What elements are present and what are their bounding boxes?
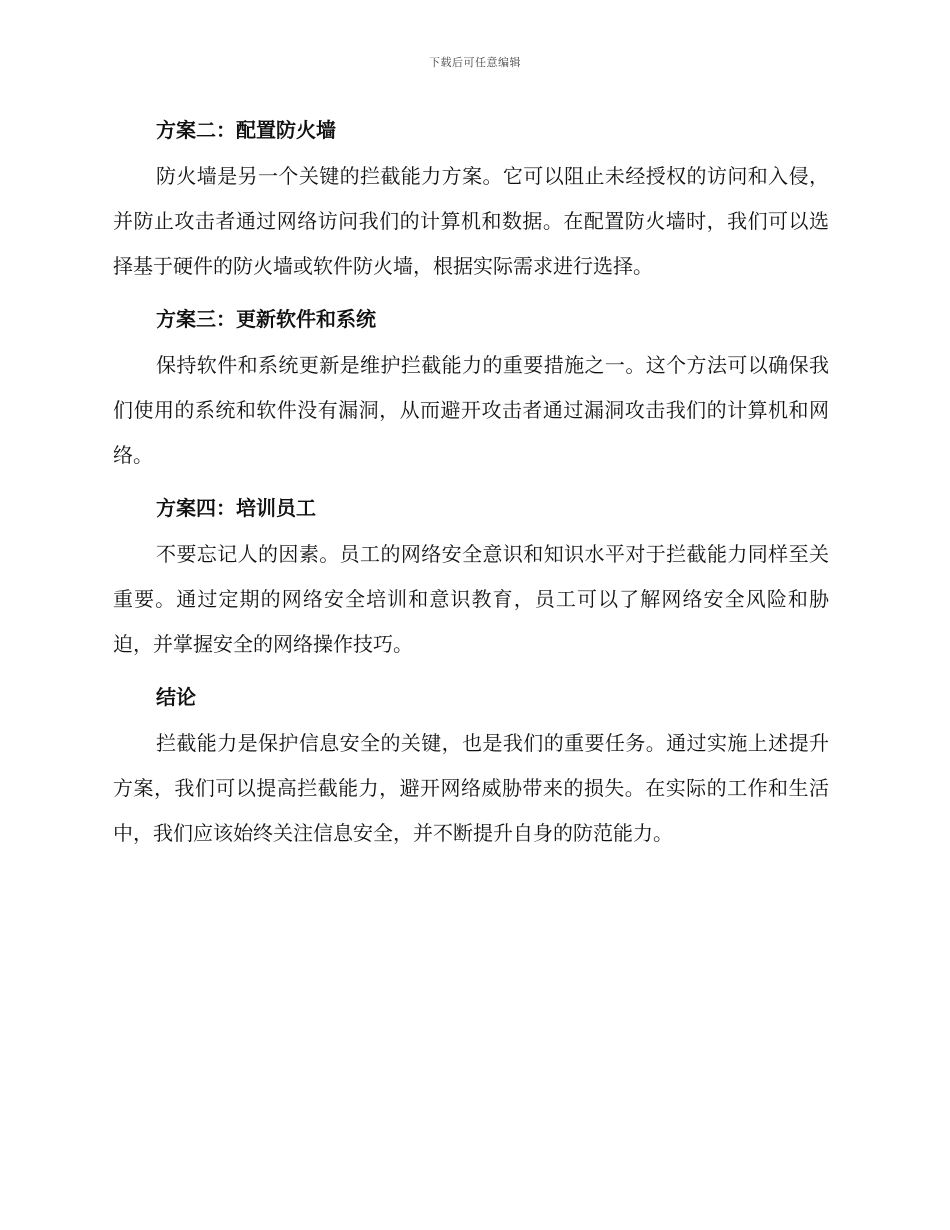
- section-paragraph: 防火墙是另一个关键的拦截能力方案。它可以阻止未经授权的访问和入侵，并防止攻击者通过网络访问我们的计算机和数据。在配置防火墙时，我们可以选择基于硬件的防火墙或软件防火墙，根据实际需求进行选择。: [113, 164, 829, 278]
- section-heading: 结论: [156, 685, 196, 709]
- header-note: 下载后可任意编辑: [429, 56, 521, 69]
- section-conclusion: [113, 679, 829, 856]
- section-paragraph: 不要忘记人的因素。员工的网络安全意识和知识水平对于拦截能力同样至关重要。通过定期的网络安全培训和意识教育，员工可以了解网络安全风险和胁迫，并掌握安全的网络操作技巧。: [113, 542, 829, 656]
- document-body: [113, 112, 829, 868]
- section-update-software: [113, 301, 829, 478]
- section-paragraph: 拦截能力是保护信息安全的关键，也是我们的重要任务。通过实施上述提升方案，我们可以提高拦截能力，避开网络威胁带来的损失。在实际的工作和生活中，我们应该始终关注信息安全，并不断提升自身的防范能力。: [113, 731, 829, 845]
- section-paragraph: 保持软件和系统更新是维护拦截能力的重要措施之一。这个方法可以确保我们使用的系统和软件没有漏洞，从而避开攻击者通过漏洞攻击我们的计算机和网络。: [113, 353, 829, 467]
- section-heading: 方案三：更新软件和系统: [156, 307, 376, 331]
- section-heading: 方案四：培训员工: [156, 496, 316, 520]
- section-heading: 方案二：配置防火墙: [156, 118, 336, 142]
- section-train-staff: [113, 490, 829, 667]
- section-firewall: [113, 112, 829, 289]
